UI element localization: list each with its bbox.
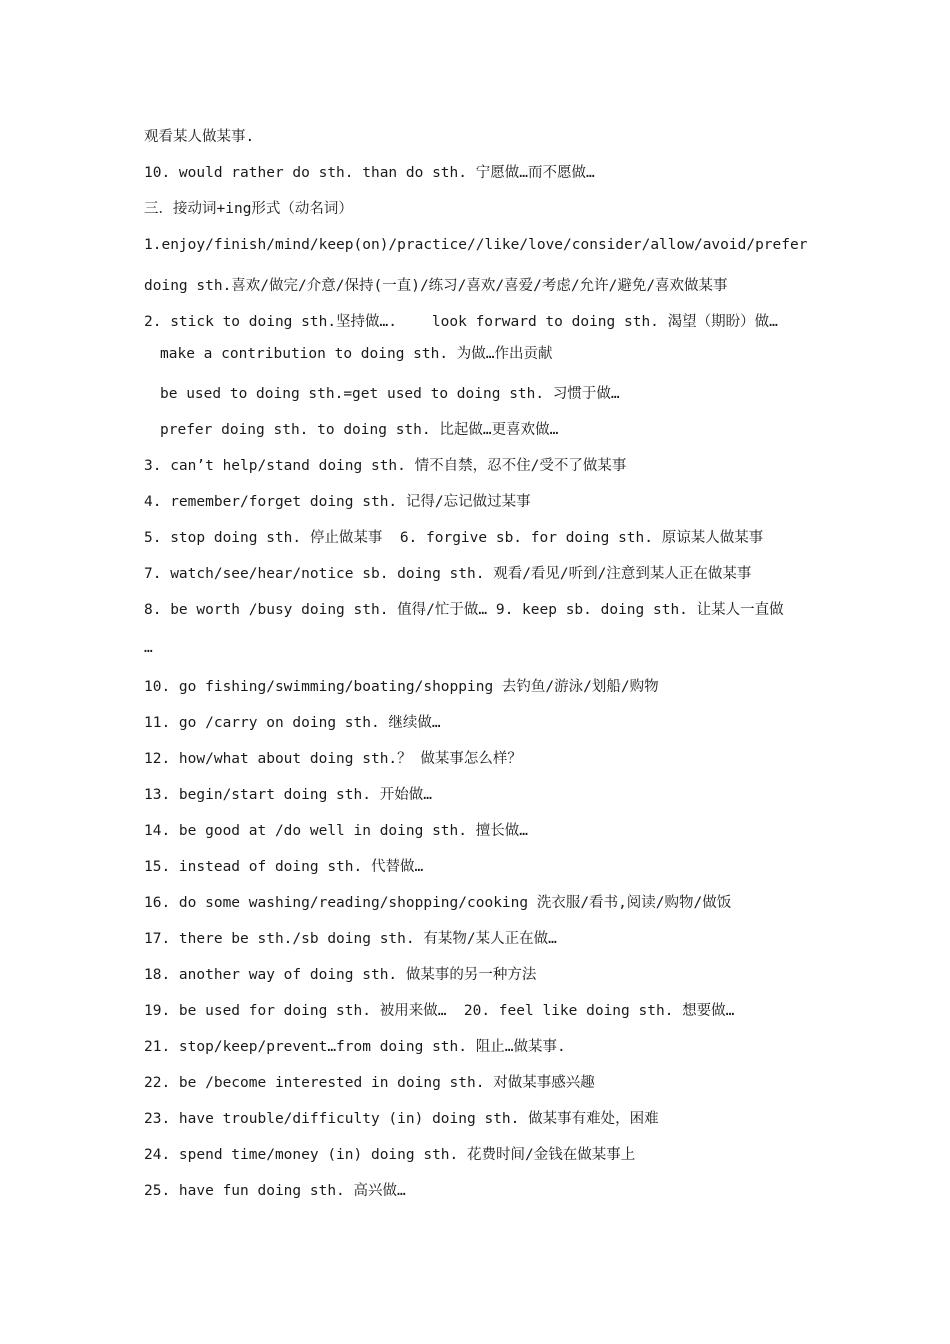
text-line: 19. be used for doing sth. 被用来做… 20. feel like doing sth. 想要做… xyxy=(144,1003,735,1019)
text-line: be used to doing sth.=get used to doing sth. 习惯于做… xyxy=(160,386,620,402)
text-line: 14. be good at /do well in doing sth. 擅长做… xyxy=(144,823,528,839)
text-line: 13. begin/start doing sth. 开始做… xyxy=(144,787,432,803)
text-line: doing sth.喜欢/做完/介意/保持(一直)/练习/喜欢/喜爱/考虑/允许/避免/喜欢做某事 xyxy=(144,278,728,294)
text-line: 22. be /become interested in doing sth. 对做某事感兴趣 xyxy=(144,1075,595,1091)
text-line: 23. have trouble/difficulty (in) doing sth. 做某事有难处，困难 xyxy=(144,1111,659,1127)
text-line: 4. remember/forget doing sth. 记得/忘记做过某事 xyxy=(144,494,531,510)
text-line: 11. go /carry on doing sth. 继续做… xyxy=(144,715,441,731)
text-line: 3. can’t help/stand doing sth. 情不自禁，忍不住/受不了做某事 xyxy=(144,458,627,474)
text-line: 12. how/what about doing sth.？ 做某事怎么样？ xyxy=(144,751,522,767)
text-line: 观看某人做某事. xyxy=(144,129,255,145)
text-line: 18. another way of doing sth. 做某事的另一种方法 xyxy=(144,967,537,983)
text-line: 24. spend time/money (in) doing sth. 花费时间/金钱在做某事上 xyxy=(144,1147,636,1163)
text-line: 15. instead of doing sth. 代替做… xyxy=(144,859,424,875)
text-line: 21. stop/keep/prevent…from doing sth. 阻止…做某事. xyxy=(144,1039,566,1055)
text-line: 7. watch/see/hear/notice sb. doing sth. 观看/看见/听到/注意到某人正在做某事 xyxy=(144,566,752,582)
section-heading: 三．接动词+ing形式（动名词） xyxy=(144,201,353,217)
text-line: 10. would rather do sth. than do sth. 宁愿做…而不愿做… xyxy=(144,165,595,181)
text-line: 5. stop doing sth. 停止做某事 6. forgive sb. for doing sth. 原谅某人做某事 xyxy=(144,530,764,546)
text-line: 2. stick to doing sth.坚持做…. look forward to doing sth. 渴望（期盼）做… xyxy=(144,314,778,330)
text-line: make a contribution to doing sth. 为做…作出贡献 xyxy=(160,346,553,362)
text-line: … xyxy=(144,640,153,656)
text-line: 1.enjoy/finish/mind/keep(on)/practice//like/love/consider/allow/avoid/prefer xyxy=(144,237,808,253)
text-line: 16. do some washing/reading/shopping/cooking 洗衣服/看书,阅读/购物/做饭 xyxy=(144,895,732,911)
text-line: 10. go fishing/swimming/boating/shopping 去钓鱼/游泳/划船/购物 xyxy=(144,679,659,695)
text-line: 25. have fun doing sth. 高兴做… xyxy=(144,1183,406,1199)
text-line: prefer doing sth. to doing sth. 比起做…更喜欢做… xyxy=(160,422,559,438)
text-line: 17. there be sth./sb doing sth. 有某物/某人正在做… xyxy=(144,931,557,947)
text-line: 8. be worth /busy doing sth. 值得/忙于做… 9. keep sb. doing sth. 让某人一直做 xyxy=(144,602,784,618)
